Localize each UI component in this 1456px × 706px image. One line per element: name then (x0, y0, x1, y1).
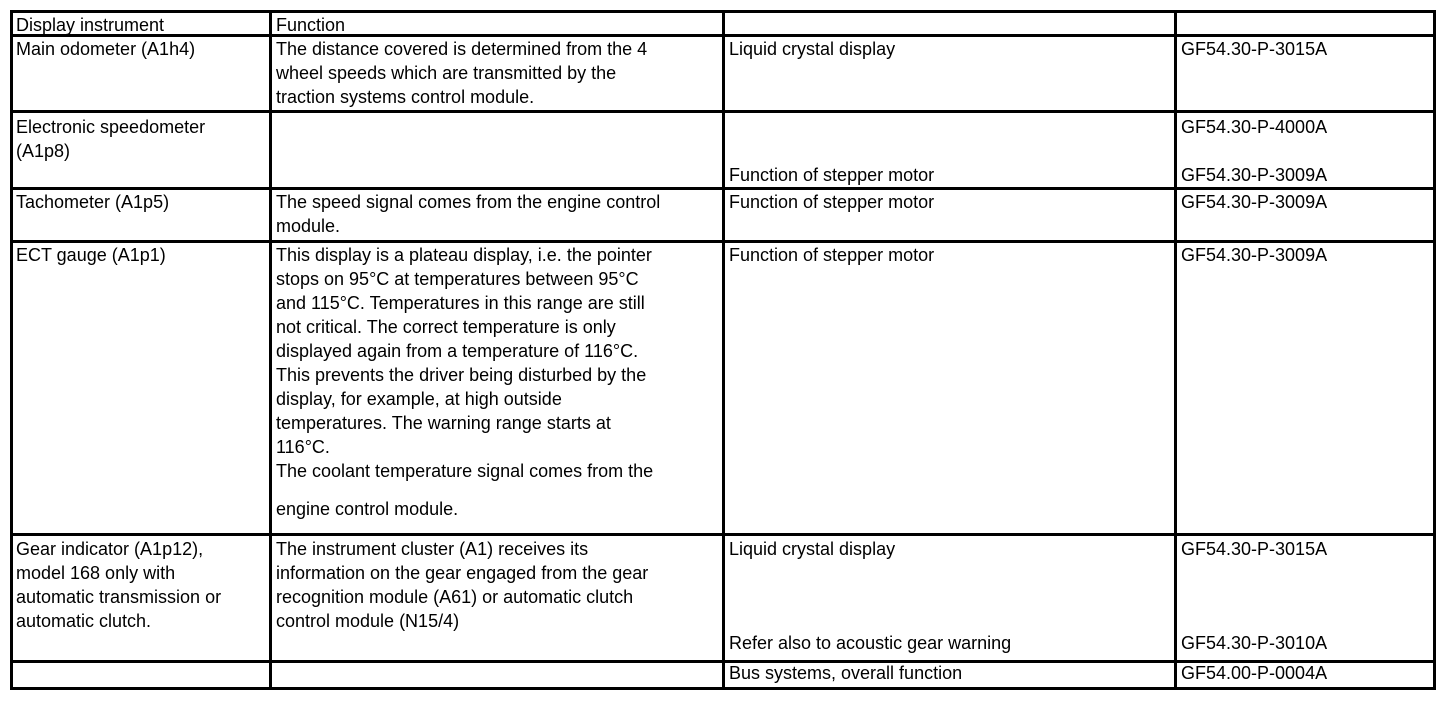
function-text: traction systems control module. (276, 87, 535, 107)
function-text: wheel speeds which are transmitted by the (276, 63, 617, 83)
row-divider (13, 533, 1433, 536)
instrument-text: automatic transmission or (16, 587, 222, 607)
instrument-text: automatic clutch. (16, 611, 152, 631)
function-text: information on the gear engaged from the gear (276, 563, 649, 583)
function-text: stops on 95°C at temperatures between 95°C (276, 269, 639, 289)
function-text: recognition module (A61) or automatic clutch (276, 587, 634, 607)
reference-doc: GF54.30-P-3010A (1181, 633, 1328, 653)
function-text: engine control module. (276, 499, 459, 519)
instrument-text: (A1p8) (16, 141, 71, 161)
reference-doc: GF54.30-P-3009A (1181, 165, 1328, 185)
function-text: display, for example, at high outside (276, 389, 562, 409)
reference-doc: GF54.30-P-3009A (1181, 192, 1328, 212)
function-text: The instrument cluster (A1) receives its (276, 539, 589, 559)
function-text: not critical. The correct temperature is only (276, 317, 616, 337)
function-text: and 115°C. Temperatures in this range are still (276, 293, 645, 313)
reference-doc: GF54.30-P-3015A (1181, 539, 1328, 559)
reference-label: Function of stepper motor (729, 192, 935, 212)
reference-label: Function of stepper motor (729, 245, 935, 265)
column-divider (1174, 13, 1177, 687)
function-text: module. (276, 216, 341, 236)
row-divider (13, 110, 1433, 113)
reference-label: Bus systems, overall function (729, 663, 963, 683)
reference-label: Liquid crystal display (729, 39, 896, 59)
table-row-function (276, 243, 722, 521)
instrument-text: Main odometer (A1h4) (16, 39, 196, 59)
instrument-table (10, 10, 1436, 690)
instrument-text: ECT gauge (A1p1) (16, 245, 166, 265)
table-row-instrument (16, 537, 270, 633)
instrument-text: Tachometer (A1p5) (16, 192, 170, 212)
function-text: The speed signal comes from the engine control (276, 192, 661, 212)
function-text: control module (N15/4) (276, 611, 460, 631)
function-text: The coolant temperature signal comes from the (276, 461, 654, 481)
reference-label: Refer also to acoustic gear warning (729, 633, 1012, 653)
reference-doc: GF54.30-P-4000A (1181, 117, 1328, 137)
reference-doc: GF54.00-P-0004A (1181, 663, 1328, 683)
table-row-function (276, 190, 722, 238)
column-divider (722, 13, 725, 687)
function-text: The distance covered is determined from the 4 (276, 39, 648, 59)
table-row-function (276, 537, 722, 633)
table-row-instrument (16, 190, 266, 214)
function-text: displayed again from a temperature of 116°C. (276, 341, 639, 361)
instrument-text: Gear indicator (A1p12), (16, 539, 204, 559)
table-row-function (276, 37, 722, 109)
instrument-text: model 168 only with (16, 563, 176, 583)
reference-label: Function of stepper motor (729, 165, 935, 185)
reference-doc: GF54.30-P-3009A (1181, 245, 1328, 265)
header-display-instrument: Display instrument (16, 15, 165, 35)
function-text: temperatures. The warning range starts at (276, 413, 611, 433)
reference-label: Liquid crystal display (729, 539, 896, 559)
table-row-instrument (16, 37, 266, 61)
function-text: This display is a plateau display, i.e. the pointer (276, 245, 652, 265)
function-text: 116°C. (276, 437, 330, 457)
table-row-instrument (16, 243, 266, 267)
function-text: This prevents the driver being disturbed by the (276, 365, 647, 385)
instrument-text: Electronic speedometer (16, 117, 206, 137)
header-function: Function (276, 15, 346, 35)
table-row-instrument (16, 115, 266, 163)
reference-doc: GF54.30-P-3015A (1181, 39, 1328, 59)
